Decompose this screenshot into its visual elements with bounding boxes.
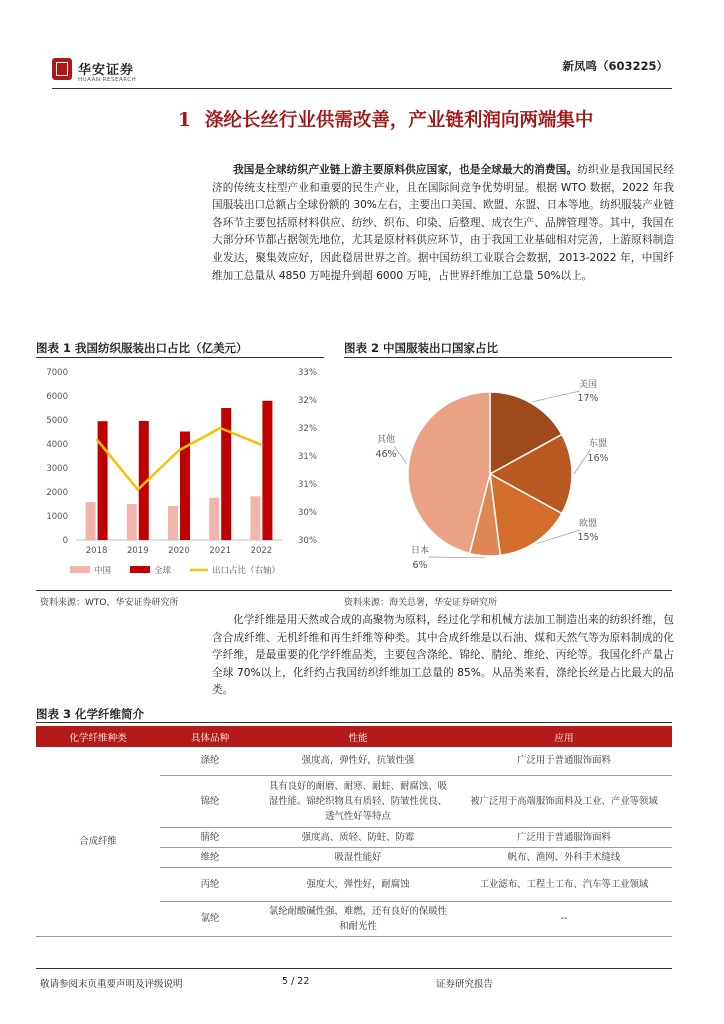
legend-swatch (70, 566, 90, 573)
fig1-caption: 图表 1 我国纺织服装出口占比（亿美元） (36, 341, 248, 355)
bar-china (209, 498, 219, 540)
y2-tick-label: 31% (298, 480, 317, 490)
app-cell: 被广泛用于高端服饰面料及工业、产业等领域 (456, 775, 672, 827)
fiber-paragraph-text: 化学纤维是用天然或合成的高聚物为原料，经过化学和机械方法加工制造出来的纺织纤维，包含合成纤维、无机纤维和再生纤维等种类。其中合成纤维是以石油、煤和天然气等为原料制成的化学纤维，是最重要的化学纤维品类，主要包含涤纶、锦纶、腈纶、维纶、丙纶等。我国化纤产量占全球 70%以上，化纤约占我国纺织纤维加工总量的 85%。从品类来看，涤纶长丝是占比最大的品类。 (212, 614, 674, 697)
pie-label: 美国 (578, 380, 598, 390)
y2-tick-label: 33% (298, 368, 317, 378)
bar-world (98, 421, 108, 540)
perf-cell: 吸湿性能好 (260, 847, 456, 867)
pie-pct: 16% (587, 453, 609, 464)
pie-pct: 6% (412, 560, 428, 571)
table-header-cell: 化学纤维种类 (36, 726, 160, 747)
pie-label: 日本 (410, 546, 430, 556)
x-tick-label: 2020 (168, 546, 190, 556)
app-cell: 帆布、渔网、外科手术缝线 (456, 847, 672, 867)
fig2-caption-rule (344, 357, 672, 358)
fig1-source: 资料来源：WTO，华安证券研究所 (40, 598, 179, 608)
export-share-chart (36, 362, 336, 587)
kind-cell: 锦纶 (160, 775, 260, 827)
section-title-text: 涤纶长丝行业供需改善，产业链利润向两端集中 (204, 110, 594, 131)
x-tick-label: 2018 (85, 546, 108, 556)
pie-label: 其他 (376, 435, 396, 445)
kind-cell: 丙纶 (160, 867, 260, 901)
y-tick-label: 6000 (46, 392, 68, 402)
pie-leader (533, 391, 580, 402)
y-tick-label: 7000 (46, 368, 68, 378)
export-country-pie (344, 362, 672, 587)
table-header-cell: 应用 (456, 726, 672, 747)
app-cell: -- (456, 901, 672, 936)
intro-paragraph (212, 162, 674, 285)
bar-china (168, 506, 178, 540)
table-header-cell: 具体品种 (160, 726, 260, 747)
table3-caption: 图表 3 化学纤维简介 (36, 707, 145, 721)
y-tick-label: 5000 (46, 416, 68, 426)
pie-leader (428, 557, 485, 558)
pie-pct: 17% (577, 393, 599, 404)
x-tick-label: 2022 (250, 546, 273, 556)
y-tick-label: 2000 (46, 488, 68, 498)
y2-tick-label: 31% (298, 452, 317, 462)
brand-name-en: HUAAN RESEARCH (78, 77, 137, 83)
perf-cell: 强度高、质轻、防蛀、防霉 (260, 827, 456, 847)
legend-label: 中国 (94, 566, 112, 576)
table3-caption-rule (36, 722, 672, 723)
y-tick-label: 1000 (46, 512, 68, 522)
brand-name: 华安证券 (78, 63, 135, 78)
y-tick-label: 0 (62, 536, 68, 546)
header-divider (52, 88, 672, 89)
perf-cell: 强度高，弹性好，抗皱性强 (260, 747, 456, 775)
stock-code: 新凤鸣（603225） (562, 59, 668, 73)
pie-label: 东盟 (588, 439, 608, 449)
fiber-paragraph (212, 612, 674, 700)
legend-label: 全球 (154, 566, 172, 576)
bar-china (86, 502, 96, 540)
bar-world (262, 401, 272, 540)
kind-cell: 腈纶 (160, 827, 260, 847)
table-header-cell: 性能 (260, 726, 456, 747)
section-title (178, 110, 658, 132)
pie-pct: 46% (375, 449, 397, 460)
x-tick-label: 2021 (209, 546, 232, 556)
x-tick-label: 2019 (126, 546, 149, 556)
kind-cell: 维纶 (160, 847, 260, 867)
app-cell: 广泛用于普通服饰面料 (456, 747, 672, 775)
legend-swatch (130, 566, 150, 573)
intro-body: 纺织业是我国国民经济的传统支柱型产业和重要的民生产业，且在国际间竞争优势明显。根据 WTO 数据，2022 年我国服装出口总额占全球份额的 30%左右，主要出口美国、欧盟、东盟、日本等地。纺织服装产业链各环节主要包括原材料供应、纺纱、织布、印染、后整理、成衣生产、品牌管理等。其中，我国在大部分环节都占据领先地位，尤其是原材料供应环节，由于我国工业基础相对完善，上游原料制造业发达，聚集效应好，因此稳居世界之首。据中国纺织工业联合会数据，2013-2022 年，中国纤维加工总量从 4850 万吨提升到超 6000 万吨，占世界纤维加工总量 50%以上。 (212, 164, 675, 282)
figure-bottom-rule (36, 590, 672, 591)
intro-lead: 我国是全球纺织产业链上游主要原料供应国家，也是全球最大的消费国。 (233, 164, 578, 176)
fig1-caption-rule (36, 357, 324, 358)
pie-label: 欧盟 (578, 519, 598, 529)
fiber-table (36, 726, 672, 937)
y2-tick-label: 32% (298, 396, 317, 406)
table-row (36, 747, 672, 775)
y-tick-label: 3000 (46, 464, 68, 474)
kind-cell: 氯纶 (160, 901, 260, 936)
section-number: 1 (178, 110, 191, 131)
app-cell: 广泛用于普通服饰面料 (456, 827, 672, 847)
legend-label: 出口占比（右轴） (212, 566, 281, 576)
table-header-row (36, 726, 672, 747)
fig2-caption: 图表 2 中国服装出口国家占比 (344, 341, 499, 355)
perf-cell: 具有良好的耐磨、耐寒、耐蛀、耐腐蚀、吸湿性能。锦纶织物具有质轻、防皱性优良、透气性好等特点 (260, 775, 456, 827)
footer-disclaimer: 敬请参阅末页重要声明及评级说明 (40, 979, 183, 990)
y2-tick-label: 32% (298, 424, 317, 434)
app-cell: 工业滤布、工程土工布、汽车等工业领域 (456, 867, 672, 901)
y2-tick-label: 30% (298, 536, 317, 546)
y2-tick-label: 30% (298, 508, 317, 518)
perf-cell: 强度大，弹性好，耐腐蚀 (260, 867, 456, 901)
perf-cell: 氯纶耐酸碱性强，难燃，还有良好的保暖性和耐光性 (260, 901, 456, 936)
footer-divider (36, 968, 672, 969)
pie-pct: 15% (577, 532, 599, 543)
fig2-source: 资料来源：海关总署，华安证券研究所 (344, 598, 498, 608)
bar-china (127, 504, 137, 540)
y-tick-label: 4000 (46, 440, 68, 450)
kind-cell: 涤纶 (160, 747, 260, 775)
brand-logo-icon (52, 58, 72, 80)
page-number: 5 / 22 (282, 976, 310, 987)
category-cell: 合成纤维 (36, 747, 160, 936)
footer-report-type: 证券研究报告 (436, 979, 494, 990)
share-line (97, 428, 262, 490)
bar-china (250, 496, 260, 540)
